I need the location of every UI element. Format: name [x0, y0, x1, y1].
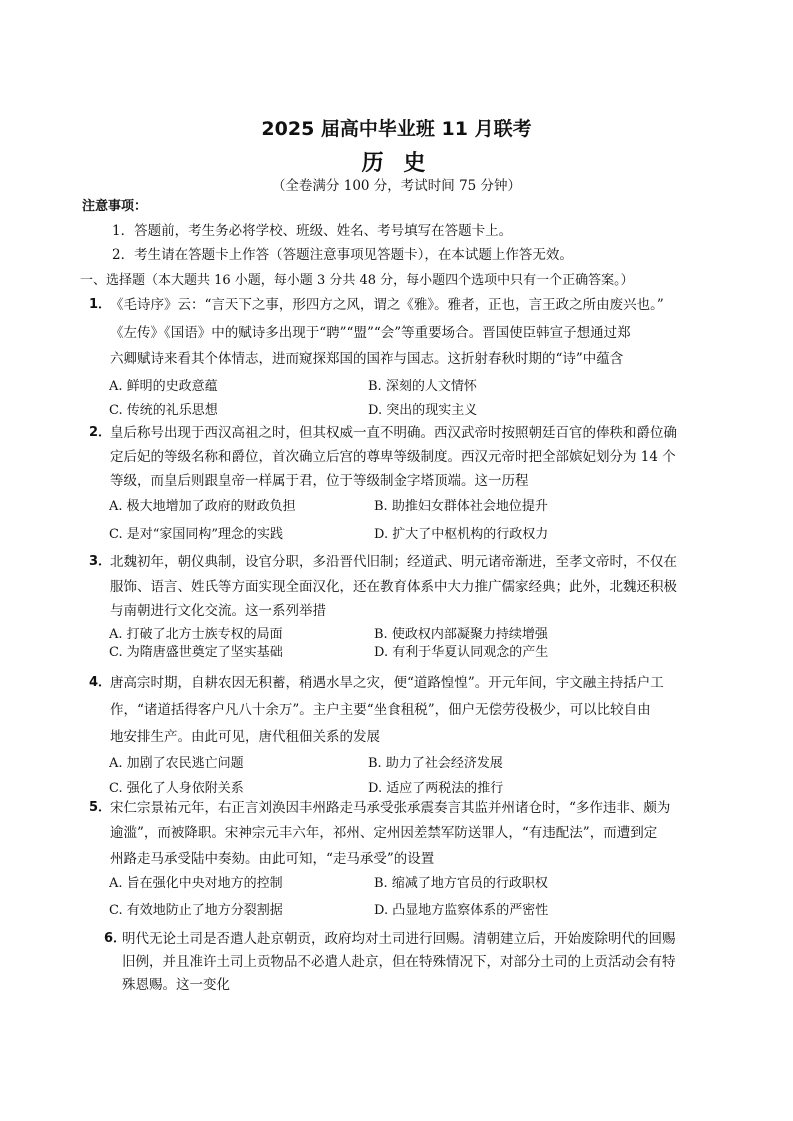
- question-text-line: 六卿赋诗来看其个体情志，进而窥探郑国的国祚与国志。这折射春秋时期的“诗”中蕴含: [110, 351, 624, 367]
- question-text-line: 逾滥”，而被降职。宋神宗元丰六年，祁州、定州因差禁军防送罪人，“有违配法”，而遭到定: [110, 825, 658, 841]
- question-number: 3．: [89, 554, 112, 569]
- question-text-line: 北魏初年，朝仪典制，设官分职，多沿晋代旧制；经道武、明元诸帝渐进，至孝文帝时，不仅在: [110, 554, 677, 570]
- question-text-line: 地安排生产。由此可见，唐代租佃关系的发展: [110, 729, 380, 745]
- question-number: 4．: [89, 675, 112, 690]
- question-text-line: 《左传》《国语》中的赋诗多出现于“聘”“盟”“会”等重要场合。晋国使臣韩宣子想通过郑: [110, 325, 631, 341]
- answer-option: D. 突出的现实主义: [368, 403, 478, 418]
- answer-option: D. 有利于华夏认同观念的产生: [374, 645, 549, 660]
- answer-option: D. 凸显地方监察体系的严密性: [374, 903, 549, 918]
- question-number: 6．: [104, 931, 127, 946]
- question-text-line: 《毛诗序》云：“言天下之事，形四方之风，谓之《雅》。雅者，正也，言王政之所由废兴也。”: [110, 297, 664, 313]
- answer-option: C. 有效地防止了地方分裂割据: [109, 903, 283, 918]
- question-text-line: 皇后称号出现于西汉高祖之时，但其权威一直不明确。西汉武帝时按照朝廷百官的俸秩和爵位确: [110, 425, 677, 441]
- question-text-line: 定后妃的等级名称和爵位，首次确立后宫的尊卑等级制度。西汉元帝时把全部嫔妃划分为 14 个: [110, 449, 676, 465]
- answer-option: A. 加剧了农民逃亡问题: [109, 756, 244, 771]
- answer-option: D. 扩大了中枢机构的行政权力: [374, 527, 549, 542]
- question-text-line: 州路走马承受陆中奏劾。由此可知，“走马承受”的设置: [110, 851, 435, 867]
- answer-option: C. 传统的礼乐思想: [109, 403, 218, 418]
- answer-option: B. 助力了社会经济发展: [368, 756, 503, 771]
- answer-option: B. 缩减了地方官员的行政职权: [374, 876, 548, 891]
- question-text-line: 明代无论土司是否遣人赴京朝贡，政府均对土司进行回赐。清朝建立后，开始废除明代的回赐: [122, 931, 676, 947]
- notice-heading: 注意事项：: [82, 199, 148, 214]
- question-number: 5．: [89, 800, 112, 815]
- answer-option: C. 强化了人身依附关系: [109, 781, 244, 796]
- answer-option: D. 适应了两税法的推行: [368, 781, 504, 796]
- answer-option: A. 极大地增加了政府的财政负担: [109, 499, 296, 514]
- question-text-line: 唐高宗时期，自耕农因无积蓄，稍遇水旱之灾，便“道路惶惶”。开元年间，宇文融主持括户工: [110, 675, 664, 691]
- notice-item: 2．考生请在答题卡上作答（答题注意事项见答题卡），在本试题上作答无效。: [112, 247, 573, 263]
- answer-option: C. 为隋唐盛世奠定了坚实基础: [109, 645, 283, 660]
- question-text-line: 等级，而皇后则跟皇帝一样属于君，位于等级制金字塔顶端。这一历程: [110, 473, 529, 489]
- answer-option: C. 是对“家国同构”理念的实践: [109, 527, 284, 542]
- question-text-line: 服饰、语言、姓氏等方面实现全面汉化，还在教育体系中大力推广儒家经典；此外，北魏还积极: [110, 579, 677, 595]
- answer-option: B. 助推妇女群体社会地位提升: [374, 499, 548, 514]
- question-text-line: 旧例，并且准许土司上贡物品不必遣人赴京，但在特殊情况下，对部分土司的上贡活动会有特: [122, 954, 676, 970]
- answer-option: A. 打破了北方士族专权的局面: [109, 627, 283, 642]
- answer-option: B. 深刻的人文情怀: [368, 379, 477, 394]
- question-number: 2．: [89, 425, 112, 440]
- question-text-line: 与南朝进行文化交流。这一系列举措: [110, 603, 326, 619]
- exam-info: （全卷满分 100 分，考试时间 75 分钟）: [271, 178, 522, 194]
- subject-title: 历 史: [361, 151, 432, 176]
- answer-option: A. 鲜明的史政意蕴: [109, 379, 218, 394]
- notice-item: 1．答题前，考生务必将学校、班级、姓名、考号填写在答题卡上。: [112, 223, 513, 239]
- exam-title: 2025 届高中毕业班 11 月联考: [261, 118, 532, 140]
- question-text-line: 作，“诸道括得客户凡八十余万”。主户主要“坐食租税”，佃户无偿劳役极少，可以比较自由: [110, 702, 651, 718]
- section-heading: 一、选择题（本大题共 16 小题，每小题 3 分共 48 分，每小题四个选项中只有一个正确答案。）: [80, 273, 634, 288]
- answer-option: B. 使政权内部凝聚力持续增强: [374, 627, 548, 642]
- answer-option: A. 旨在强化中央对地方的控制: [109, 876, 283, 891]
- question-text-line: 殊恩赐。这一变化: [122, 977, 230, 993]
- question-text-line: 宋仁宗景祐元年，右正言刘涣因丰州路走马承受张承震奏言其监并州诸仓时，“多作违非、颇为: [110, 800, 671, 816]
- question-number: 1．: [89, 297, 112, 312]
